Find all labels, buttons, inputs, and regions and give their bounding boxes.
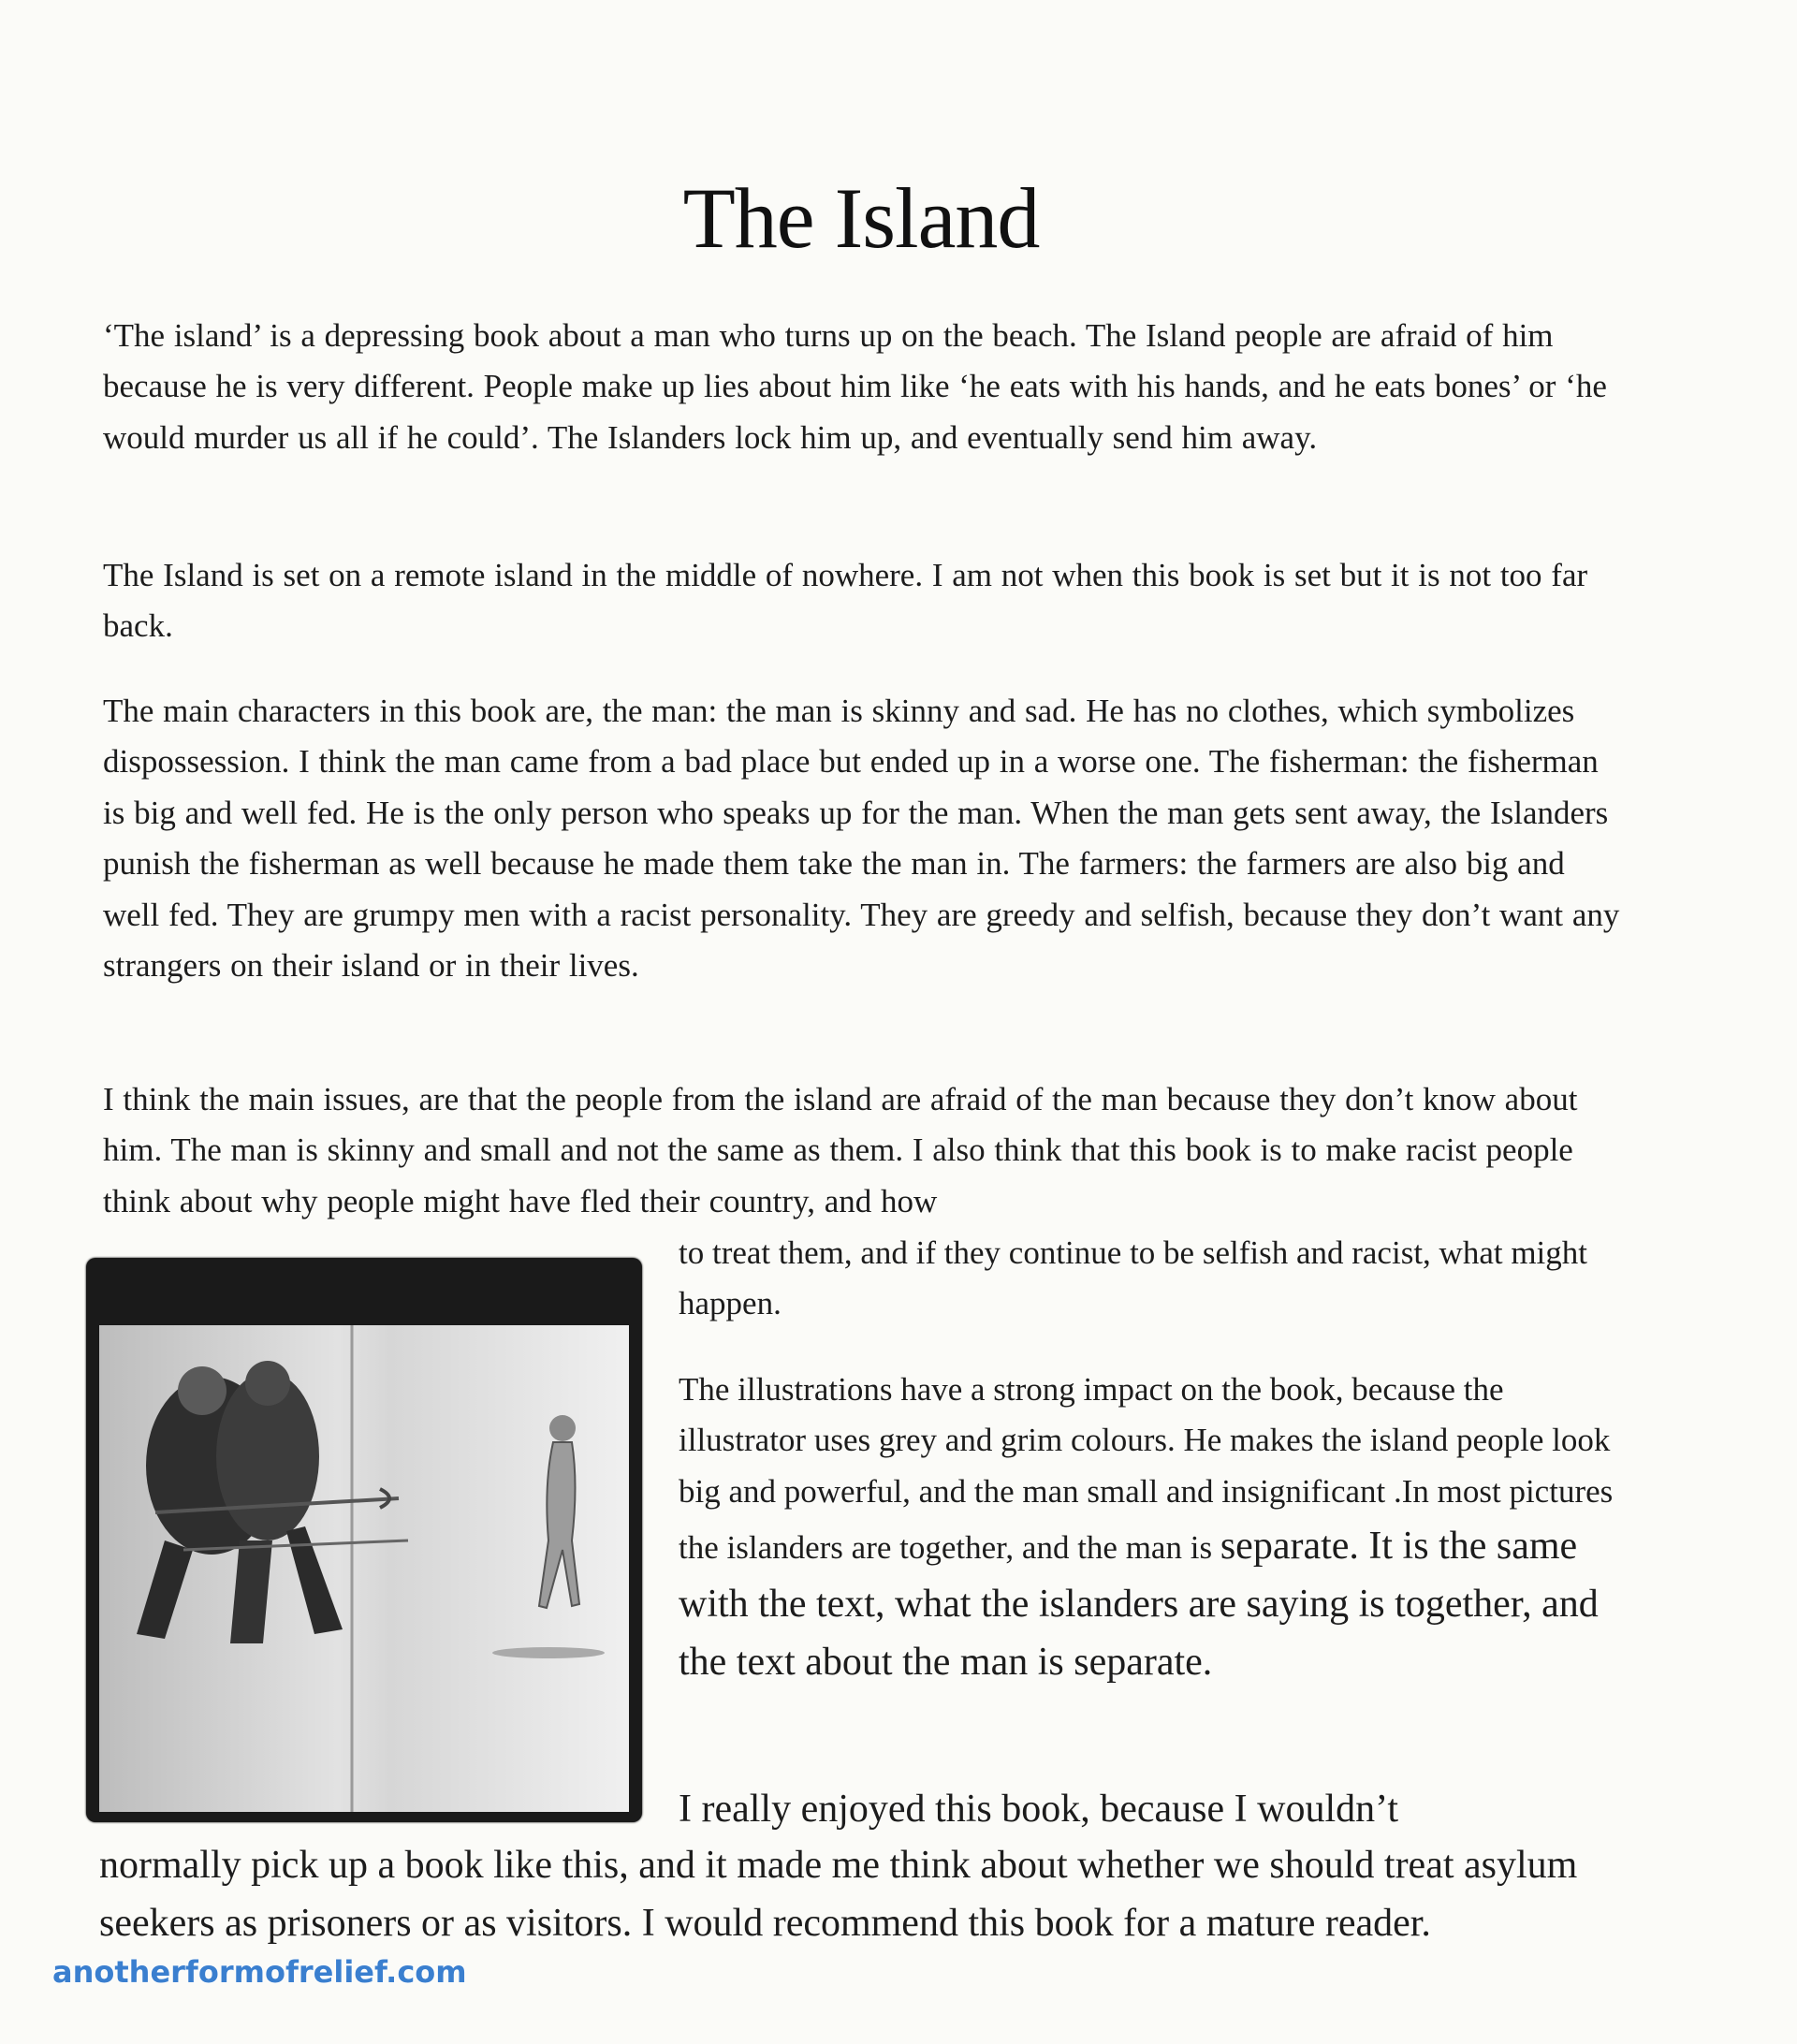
book-illustration-photo — [86, 1258, 642, 1822]
paragraph-conclusion: normally pick up a book like this, and it made me think about whether we should treat asylum seekers as prisoners or as visitors. I would recommend this book for a mature reader. — [99, 1844, 1578, 1945]
illustration-icon — [99, 1325, 629, 1812]
paragraph-issues: I think the main issues, are that the people from the island are afraid of the man because they don’t know about him. The man is skinny and small and not the same as them. I also think that this book is to make racist people think about why people might have fled their country, and how — [103, 1081, 1578, 1219]
paragraph-illustrations-text-large: separate. It is the same with the text, what the islanders are saying is together, and the text about the man is separate. — [679, 1525, 1599, 1685]
paragraph-illustrations — [679, 1365, 1629, 1691]
paragraph-issues-continued: to treat them, and if they continue to be selfish and racist, what might happen. — [679, 1234, 1587, 1322]
paragraph-illustrations-text: The illustrations have a strong impact on the book, because the illustrator uses grey and grim colours. He makes the island people look big and powerful, and the man small and insignificant .In most pictures the islanders are together, and the man is — [679, 1371, 1614, 1567]
watermark-link[interactable]: anotherformofrelief.com — [52, 1954, 467, 1990]
paragraph-setting: The Island is set on a remote island in the middle of nowhere. I am not when this book is set but it is not too far back. — [103, 557, 1588, 645]
document-title: The Island — [682, 170, 1040, 266]
paragraph-conclusion-start: I really enjoyed this book, because I wouldn’t — [679, 1788, 1399, 1831]
paragraph-characters: The main characters in this book are, the man: the man is skinny and sad. He has no clothes, which symbolizes dispossession. I think the man came from a bad place but ended up in a worse one. The fisherman: the fisherman is big and well fed. He is the only person who speaks up for the man. When the man gets sent away, the Islanders punish the fisherman as well because he made them take the man in. The farmers: the farmers are also big and well fed. They are grumpy men with a racist personality. They are greedy and selfish, because they don’t want any strangers on their island or in their lives. — [103, 693, 1620, 985]
paragraph-summary: ‘The island’ is a depressing book about a man who turns up on the beach. The Island people are afraid of him because he is very different. People make up lies about him like ‘he eats with his hands, and he eats bones’ or ‘he would murder us all if he could’. The Islanders lock him up, and eventually send him away. — [103, 317, 1607, 456]
